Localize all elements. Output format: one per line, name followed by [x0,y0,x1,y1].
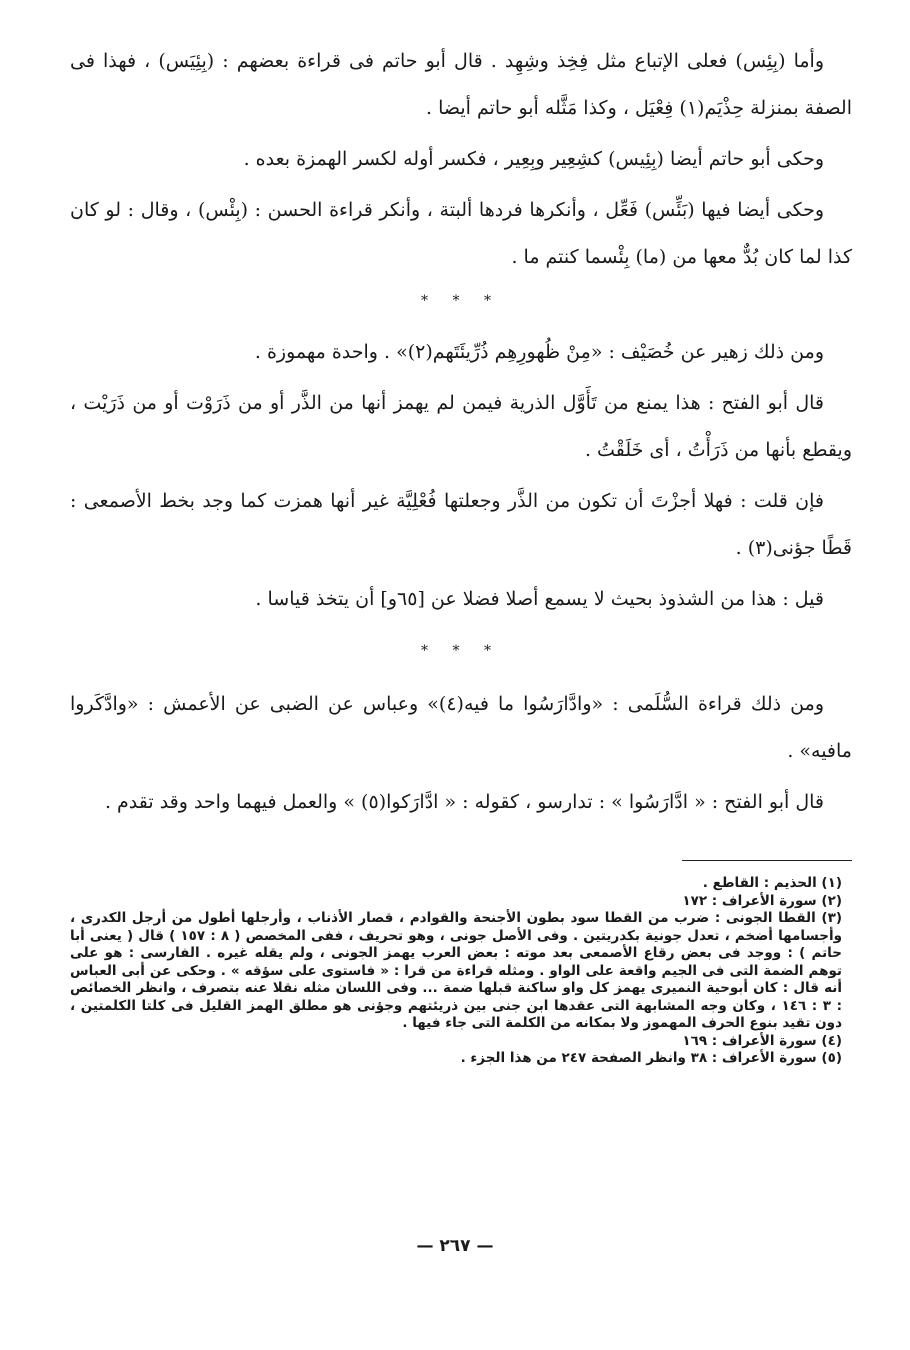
paragraph-sulami: ومن ذلك قراءة السُّلَمى : «وادَّارَسُوا ما فيه(٤)» وعباس عن الضبى عن الأعمش : «وادَّكَروا مافيه» . [70,693,852,762]
footnote-divider [682,860,852,861]
paragraph-zuhair: ومن ذلك زهير عن خُصَيْف : «مِنْ ظُهورِهِم ذُرِّيئَتَهم(٢)» . واحدة مهموزة . [254,341,824,363]
section-separator: * * * [421,643,501,659]
paragraph-abu-alfath-1: قال أبو الفتح : هذا يمنع من تَأَوَّل الذرية فيمن لم يهمز أنها من الذَّر أو من ذَرَوْت أو من ذَرَيْت ، ويقطع بأنها من ذَرَأْتُ ، أى خَلَقْتُ . [70,392,852,461]
paragraph-hasan-reading: وحكى أيضا فيها (بَئِّس) فَعِّل ، وأنكرها فردها ألبتة ، وأنكر قراءة الحسن : (بِئْس) ، وقال : لو كان كذا لما كان بُدٌّ معها من (ما) بِئْسما كنتم ما . [70,199,852,268]
paragraph-reply: قيل : هذا من الشذوذ بحيث لا يسمع أصلا فضلا عن [٦٥و] أن يتخذ قياسا . [255,588,824,610]
paragraph-abu-hatim: وحكى أبو حاتم أيضا (بِئِيس) كشِعِير وبِعِير ، فكسر أوله لكسر الهمزة بعده . [243,148,824,170]
footnote-5: (٥) سورة الأعراف : ٣٨ وانظر الصفحة ٢٤٧ من هذا الجزء . [460,1050,842,1066]
main-text-section-3 [70,681,852,826]
main-text [70,38,852,281]
paragraph-objection: فإن قلت : فهلا أجزْتَ أن تكون من الذَّر وجعلتها فُعْلِيَّة غير أنها همزت كما وجد بخط الأصمعى : قَطًا جؤنى(٣) . [70,490,852,559]
footnote-4: (٤) سورة الأعراف : ١٦٩ [682,1032,842,1049]
footnote-2: (٢) سورة الأعراف : ١٧٢ [682,892,842,909]
paragraph-bi-is: وأما (بِئِس) فعلى الإتباع مثل فِخِذ وشِهِد . قال أبو حاتم فى قراءة بعضهم : (بِئِيَس) ، فهذا فى الصفة بمنزلة حِذْيَم(١) فِعْيَل ، وكذا مَثَّله أبو حاتم أيضا . [70,50,852,119]
section-separator: * * * [421,293,501,309]
main-text-section-2 [70,329,852,623]
paragraph-abu-alfath-2: قال أبو الفتح : « ادَّارَسُوا » : تدارسو ، كقوله : « ادَّارَكوا(٥) » والعمل فيهما واحد وقد تقدم . [104,791,824,813]
footnotes [70,875,852,1068]
footnote-3: (٣) القطا الجونى : ضرب من القطا سود بطون الأجنحة والقوادم ، قصار الأذناب ، وأرجلها أطول من أرجل الكدرى ، وأجسامها أضخم ، تعدل جونية بكدريتين . وفى الأصل جونى ، وهو تحريف ، ففى المخصص ( ٨ : ١٥٧ ) قال ( يعنى أبا حاتم ) : ووجد فى بعض رقاع الأصمعى بعد موته : بعض العرب يهمز الجونى ، ولم يقله غيره . الفارسى : هو على توهم الضمة التى فى الجيم واقعة على الواو . ومثله قراءة من قرا : « فاستوى على سؤقه » . وحكى عن أبى العباس أنه قال : كان أبوحية النميرى يهمز كل واو ساكنة قبلها ضمة ... وفى اللسان مثله نقلا عنه بتصرف ، وانظر الخصائص : ٣ : ١٤٦ ، وكان وجه المشابهة التى عقدها ابن جنى بين ذريئتهم وجؤنى هو مطلق الهمز القليل فى كلتا الكلمتين ، دون تقيد بنوع الحرف المهموز ولا بمكانه من الكلمة التى جاء فيها . [70,910,842,1031]
page-number: — ٢٦٧ — [416,1236,494,1256]
footnote-1: (١) الحذيم : القاطع . [702,875,842,891]
